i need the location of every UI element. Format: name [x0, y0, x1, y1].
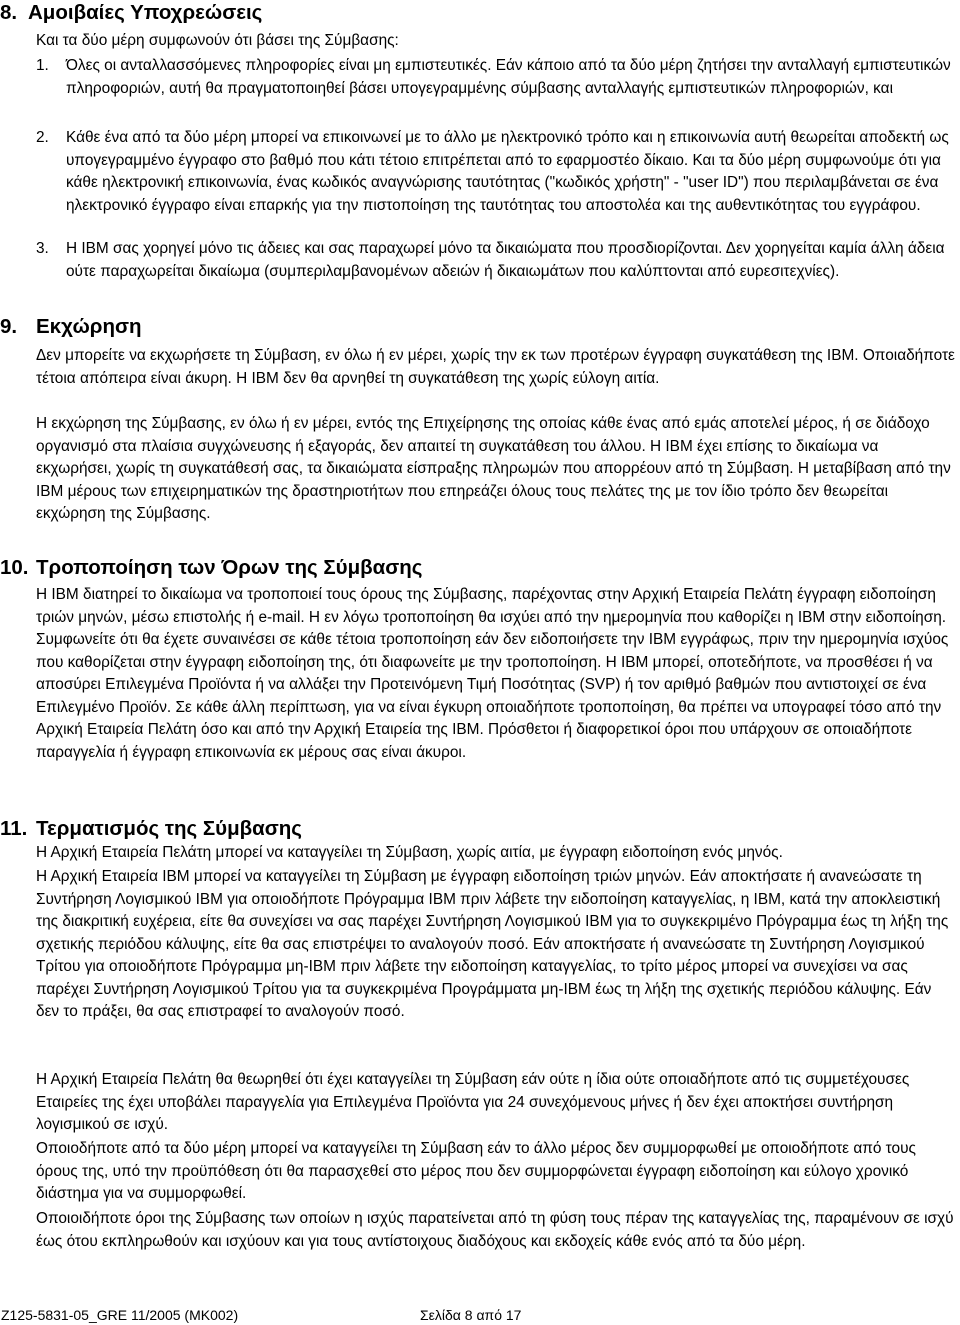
section-title: Τερματισμός της Σύμβασης: [36, 817, 302, 840]
list-item-text: Όλες οι ανταλλασσόμενες πληροφορίες είναι μη εμπιστευτικές. Εάν κάποιο από τα δύο μέρη ζητήσει την ανταλλαγή εμπιστευτικών πληροφοριών, αυτή θα πραγματοποιηθεί βάσει υπογεγραμμένης σύμβασης ανταλλαγής εμπιστευτικών πληροφοριών, και: [66, 57, 951, 97]
section-11-paragraph: Οποιοδήποτε από τα δύο μέρη μπορεί να καταγγείλει τη Σύμβαση εάν το άλλο μέρος δεν συμμορφωθεί με οποιοδήποτε από τους όρους της, υπό την προϋπόθεση ότι θα παρασχεθεί στο μέρος που δεν συμμορφώνεται έγγραφη ειδοποίηση και εύλογο χρονικό διάστημα για να συμμορφωθεί.: [36, 1140, 916, 1202]
section-number: 9.: [0, 315, 18, 338]
list-item-1: [36, 55, 956, 100]
section-title: Αμοιβαίες Υποχρεώσεις: [28, 1, 263, 24]
list-item-number: 3.: [36, 240, 49, 257]
section-10-paragraph: Η IBM διατηρεί το δικαίωμα να τροποποιεί τους όρους της Σύμβασης, παρέχοντας στην Αρχική Εταιρεία Πελάτη έγγραφη ειδοποίηση τριών μηνών, μέσω επιστολής ή e-mail. Η εν λόγω τροποποίηση θα ισχύει από την ημερομηνία που καθορίζει η IBM στην ειδοποίηση. Συμφωνείτε ότι θα έχετε συναινέσει σε κάθε τέτοια τροποποίηση εάν δεν ειδοποιήσετε την IBM εγγράφως, πριν την ημερομηνία ισχύος που καθορίζεται στην έγγραφη ειδοποίηση της, ότι διαφωνείτε με την τροποποίηση. Η IBM μπορεί, οποτεδήποτε, να προσθέσει ή να αποσύρει Επιλεγμένα Προϊόντα ή να αλλάξει την Προτεινόμενη Τιμή Ποσότητας (SVP) ή τον αριθμό βαθμών που αντιστοιχεί σε ένα Επιλεγμένο Προϊόν. Σε κάθε άλλη περίπτωση, για να είναι έγκυρη οποιαδήποτε τροποποίηση, θα πρέπει να υπογραφεί τόσο από την Αρχική Εταιρεία Πελάτη όσο και από την Αρχική Εταιρεία της IBM. Πρόσθετοι ή διαφορετικοί όροι που υπάρχουν σε οποιαδήποτε παραγγελία ή έγγραφη επικοινωνία εκ μέρους σας είναι άκυροι.: [36, 586, 949, 761]
list-item-3: [36, 238, 956, 283]
list-item-number: 1.: [36, 57, 49, 74]
footer-doc-code: Z125-5831-05_GRE 11/2005 (MK002): [1, 1307, 239, 1323]
section-number: 8.: [0, 1, 18, 24]
section-8-intro: Και τα δύο μέρη συμφωνούν ότι βάσει της Σύμβασης:: [36, 32, 399, 49]
section-title: Εκχώρηση: [36, 315, 142, 338]
section-8-heading: [0, 1, 263, 25]
list-item-text: Κάθε ένα από τα δύο μέρη μπορεί να επικοινωνεί με το άλλο με ηλεκτρονικό τρόπο και η επικοινωνία αυτή θεωρείται αποδεκτή ως υπογεγραμμένο έγγραφο στο βαθμό που κάτι τέτοιο επιτρέπεται από το εφαρμοστέο δίκαιο. Και τα δύο μέρη συμφωνούμε ότι για κάθε ηλεκτρονική επικοινωνία, ένας κωδικός αναγνώρισης ταυτότητας ("κωδικός χρήστη" - "user ID") που περιλαμβάνεται σε ένα ηλεκτρονικό έγγραφο είναι επαρκής για την πιστοποίηση της ταυτότητας του αποστολέα και της αυθεντικότητας του εγγράφου.: [66, 129, 949, 214]
section-9-paragraph: Η εκχώρηση της Σύμβασης, εν όλω ή εν μέρει, εντός της Επιχείρησης της οποίας κάθε ένας από εμάς αποτελεί μέρος, ή σε διάδοχο οργανισμό στα πλαίσια συγχώνευσης ή εξαγοράς, δεν απαιτεί τη συγκατάθεση του άλλου. Η IBM έχει επίσης το δικαίωμα να εκχωρήσει, χωρίς τη συγκατάθεσή σας, τα δικαιώματα είσπραξης πληρωμών που απορρέουν από τη Σύμβαση. Η μεταβίβαση από την IBM μέρους των επιχειρηματικών της δραστηριοτήτων που επηρεάζει όλους τους πελάτες της με τον ίδιο τρόπο δεν θεωρείται εκχώρηση της Σύμβασης.: [36, 415, 951, 522]
section-number: 10.: [0, 556, 29, 579]
section-number: 11.: [0, 817, 28, 840]
list-item-number: 2.: [36, 129, 49, 146]
section-11-heading: [0, 817, 302, 841]
section-11-paragraph: Η Αρχική Εταιρεία Πελάτη θα θεωρηθεί ότι έχει καταγγείλει τη Σύμβαση εάν ούτε η ίδια ούτε οποιαδήποτε από τις συμμετέχουσες Εταιρείες της έχει υποβάλει παραγγελία για Επιλεγμένα Προϊόντα για 24 συνεχόμενους μήνες ή δεν έχει αποκτήσει συντήρηση λογισμικού σε ισχύ.: [36, 1071, 910, 1133]
footer-page-number: Σελίδα 8 από 17: [420, 1307, 522, 1323]
section-11-paragraph: Η Αρχική Εταιρεία IBM μπορεί να καταγγείλει τη Σύμβαση με έγγραφη ειδοποίηση τριών μηνών. Εάν αποκτήσατε ή ανανεώσατε τη Συντήρηση Λογισμικού IBM για οποιοδήποτε Πρόγραμμα IBM πριν λάβετε την ειδοποίηση καταγγελίας, η IBM, κατά την αποκλειστική της διακριτική ευχέρεια, είτε θα συνεχίσει να σας παρέχει Συντήρηση Λογισμικού IBM για το συγκεκριμένο Πρόγραμμα έως τη λήξη της σχετικής περιόδου κάλυψης, είτε θα σας επιστρέψει το αναλογούν ποσό. Εάν αποκτήσατε ή ανανεώσατε τη Συντήρηση Λογισμικού Τρίτου για οποιοδήποτε Πρόγραμμα μη-IBM πριν λάβετε την ειδοποίηση καταγγελίας, το τρίτο μέρος μπορεί να συνεχίσει να σας παρέχει Συντήρηση Λογισμικού Τρίτου για τα συγκεκριμένα Προγράμματα μη-IBM έως τη λήξη της σχετικής περιόδου κάλυψης. Εάν δεν το πράξει, θα σας επιστραφεί το αναλογούν ποσό.: [36, 868, 949, 1020]
section-11-paragraph: Οποιοιδήποτε όροι της Σύμβασης των οποίων η ισχύς παρατείνεται από τη φύση τους πέραν της καταγγελίας της, παραμένουν σε ισχύ έως ότου εκπληρωθούν και ισχύουν και για τους αντίστοιχους διαδόχους και εκδοχείς κάθε ενός από τα δύο μέρη.: [36, 1210, 954, 1250]
list-item-text: Η IBM σας χορηγεί μόνο τις άδειες και σας παραχωρεί μόνο τα δικαιώματα που προσδιορίζονται. Δεν χορηγείται καμία άλλη άδεια ούτε παραχωρείται δικαίωμα (συμπεριλαμβανομένων αδειών ή δικαιωμάτων που καλύπτονται από ευρεσιτεχνίες).: [66, 240, 945, 280]
section-9-heading: [0, 315, 142, 339]
section-10-heading: [0, 556, 423, 580]
section-9-paragraph: Δεν μπορείτε να εκχωρήσετε τη Σύμβαση, εν όλω ή εν μέρει, χωρίς την εκ των προτέρων έγγραφη συγκατάθεση της IBM. Οποιαδήποτε τέτοια απόπειρα είναι άκυρη. Η IBM δεν θα αρνηθεί τη συγκατάθεση της χωρίς εύλογη αιτία.: [36, 347, 955, 387]
list-item-2: [36, 127, 956, 217]
section-11-paragraph: Η Αρχική Εταιρεία Πελάτη μπορεί να καταγγείλει τη Σύμβαση, χωρίς αιτία, με έγγραφη ειδοποίηση ενός μηνός.: [36, 844, 783, 861]
section-title: Τροποποίηση των Όρων της Σύμβασης: [36, 556, 423, 579]
